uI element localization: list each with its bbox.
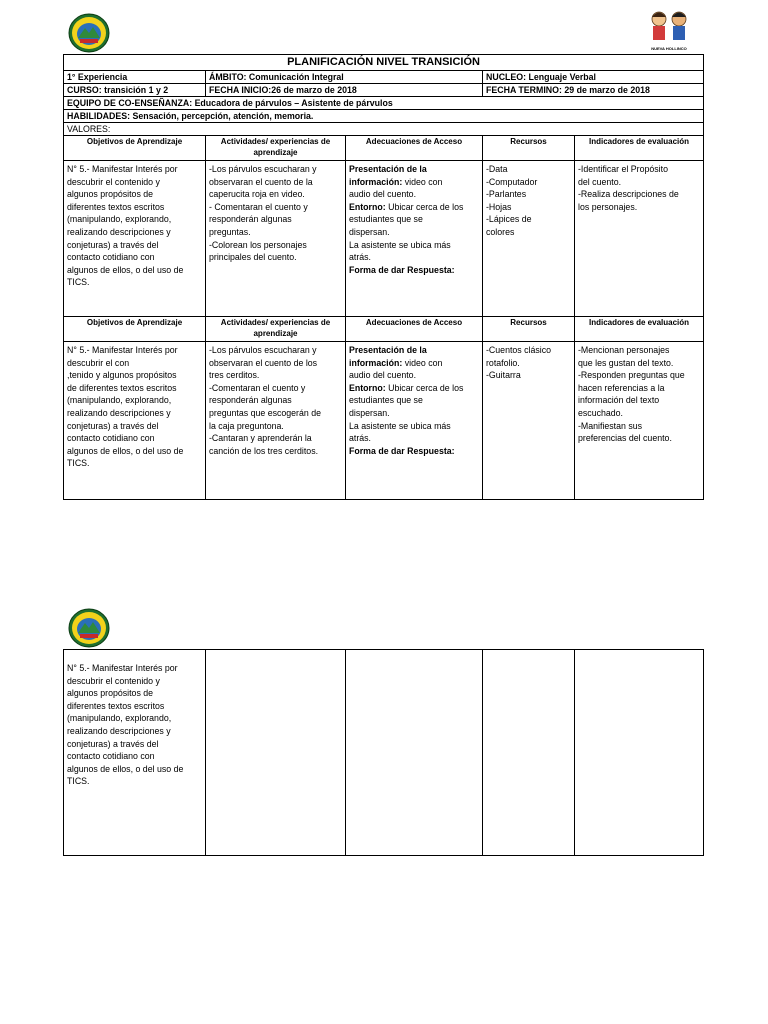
row2-indicadores xyxy=(575,342,704,500)
cell-line: descubrir el con xyxy=(67,357,130,368)
cell-line xyxy=(349,176,479,189)
cell-line: -Mencionan personajes xyxy=(578,345,670,355)
cell-text: atrás. xyxy=(349,252,372,263)
cell-line xyxy=(349,213,479,226)
cell-line xyxy=(349,188,479,201)
cell-line: tres cerditos. xyxy=(209,370,260,381)
planning-table-page2 xyxy=(63,649,704,856)
nucleo-cell: NUCLEO: Lenguaje Verbal xyxy=(483,71,704,84)
cell-line xyxy=(349,420,479,433)
cell-line: observaran el cuento de la xyxy=(209,176,313,187)
cell-line: -Realiza descripciones de xyxy=(578,189,679,200)
cell-line: (manipulando, explorando, xyxy=(67,395,172,406)
cell-text: Presentación de la xyxy=(349,164,427,174)
cell-line: -Guitarra xyxy=(486,370,521,381)
cell-line xyxy=(349,201,479,214)
header-actividades-2: Actividades/ experiencias de aprendizaje xyxy=(206,317,346,342)
cell-text: información: xyxy=(349,176,403,187)
cell-line: conjeturas) a través del xyxy=(67,738,159,749)
cell-text: Entorno: xyxy=(349,382,386,393)
row2-adecuaciones xyxy=(346,342,483,500)
cell-line: escuchado. xyxy=(578,407,623,418)
cell-text: La asistente se ubica más xyxy=(349,420,451,431)
row1-adecuaciones xyxy=(346,161,483,317)
cell-line: principales del cuento. xyxy=(209,252,297,263)
school-mascot-logo xyxy=(643,5,695,53)
row3-objetivo xyxy=(64,650,206,856)
cell-line: N° 5.- Manifestar Interés por xyxy=(67,345,178,355)
cell-line: canción de los tres cerditos. xyxy=(209,445,319,456)
curso-cell: CURSO: transición 1 y 2 xyxy=(64,84,206,97)
cell-line xyxy=(349,226,479,239)
cell-line: realizando descripciones y xyxy=(67,725,171,736)
page-title: PLANIFICACIÓN NIVEL TRANSICIÓN xyxy=(64,55,704,71)
cell-text: Presentación de la xyxy=(349,345,427,355)
cell-line: conjeturas) a través del xyxy=(67,239,159,250)
cell-line: conjeturas) a través del xyxy=(67,420,159,431)
cell-line: TICS. xyxy=(67,277,90,288)
school-crest-logo-page2 xyxy=(68,608,110,648)
fecha-termino-cell: FECHA TERMINO: 29 de marzo de 2018 xyxy=(483,84,704,97)
cell-line xyxy=(349,445,479,458)
cell-line: diferentes textos escritos xyxy=(67,700,165,711)
cell-line: TICS. xyxy=(67,776,90,787)
cell-line: -Identificar el Propósito xyxy=(578,164,668,174)
cell-line xyxy=(349,357,479,370)
cell-text: dispersan. xyxy=(349,226,390,237)
cell-line: algunos de ellos, o del uso de xyxy=(67,445,184,456)
header-adecuaciones: Adecuaciones de Acceso xyxy=(346,136,483,161)
row3-adecuaciones xyxy=(346,650,483,856)
cell-line: contacto cotidiano con xyxy=(67,252,155,263)
row3-actividades xyxy=(206,650,346,856)
cell-line: -Cuentos clásico xyxy=(486,345,552,355)
cell-text: Forma de dar Respuesta: xyxy=(349,264,455,275)
cell-line: preferencias del cuento. xyxy=(578,433,672,444)
cell-text: audio del cuento. xyxy=(349,189,417,200)
cell-line: -Hojas xyxy=(486,201,512,212)
cell-line: (manipulando, explorando, xyxy=(67,214,172,225)
cell-line xyxy=(349,382,479,395)
cell-text: video con xyxy=(402,357,443,368)
header-objetivos: Objetivos de Aprendizaje xyxy=(64,136,206,161)
cell-line xyxy=(349,432,479,445)
header-recursos-2: Recursos xyxy=(483,317,575,342)
cell-line xyxy=(349,251,479,264)
cell-text: estudiantes que se xyxy=(349,214,423,225)
cell-text: estudiantes que se xyxy=(349,395,423,406)
cell-line: -Comentaran el cuento y xyxy=(209,382,306,393)
header-indicadores: Indicadores de evaluación xyxy=(575,136,704,161)
cell-line: observaran el cuento de los xyxy=(209,357,318,368)
cell-line: diferentes textos escritos xyxy=(67,201,165,212)
cell-line: responderán algunas xyxy=(209,395,292,406)
row2-recursos xyxy=(483,342,575,500)
cell-line: -Responden preguntas que xyxy=(578,370,685,381)
cell-line: -Cantaran y aprenderán la xyxy=(209,433,312,444)
experiencia-cell: 1° Experiencia xyxy=(64,71,206,84)
row3-recursos xyxy=(483,650,575,856)
header-actividades: Actividades/ experiencias de aprendizaje xyxy=(206,136,346,161)
cell-line: -Computador xyxy=(486,176,538,187)
cell-line: contacto cotidiano con xyxy=(67,433,155,444)
cell-line xyxy=(349,394,479,407)
row1-objetivo xyxy=(64,161,206,317)
header-recursos: Recursos xyxy=(483,136,575,161)
header-objetivos-2: Objetivos de Aprendizaje xyxy=(64,317,206,342)
cell-text: Forma de dar Respuesta: xyxy=(349,445,455,456)
row3-indicadores xyxy=(575,650,704,856)
cell-text: video con xyxy=(402,176,443,187)
cell-line: algunos propósitos de xyxy=(67,688,154,699)
cell-line xyxy=(349,239,479,252)
cell-line: -Data xyxy=(486,164,508,174)
cell-line: rotafolio. xyxy=(486,357,520,368)
valores-cell: VALORES: xyxy=(64,123,704,136)
cell-line xyxy=(349,407,479,420)
cell-line: algunos de ellos, o del uso de xyxy=(67,264,184,275)
cell-line xyxy=(349,163,479,176)
cell-text: dispersan. xyxy=(349,407,390,418)
cell-line: responderán algunas xyxy=(209,214,292,225)
cell-line: -Los párvulos escucharan y xyxy=(209,164,317,174)
cell-line xyxy=(349,264,479,277)
header-adecuaciones-2: Adecuaciones de Acceso xyxy=(346,317,483,342)
row2-objetivo xyxy=(64,342,206,500)
cell-line: colores xyxy=(486,226,515,237)
equipo-cell: EQUIPO DE CO-ENSEÑANZA: Educadora de párvulos – Asistente de párvulos xyxy=(64,97,704,110)
cell-line: - Comentaran el cuento y xyxy=(209,201,308,212)
cell-text: información: xyxy=(349,357,403,368)
cell-line: caperucita roja en video. xyxy=(209,189,305,200)
cell-line: realizando descripciones y xyxy=(67,407,171,418)
cell-line: preguntas. xyxy=(209,226,251,237)
cell-line: N° 5.- Manifestar Interés por xyxy=(67,164,178,174)
school-crest-logo xyxy=(68,13,110,53)
cell-line: -Parlantes xyxy=(486,189,527,200)
cell-line: descubrir el contenido y xyxy=(67,176,160,187)
planning-table xyxy=(63,54,704,500)
cell-line: realizando descripciones y xyxy=(67,226,171,237)
cell-line: -Los párvulos escucharan y xyxy=(209,345,317,355)
cell-line: hacen referencias a la xyxy=(578,382,665,393)
cell-line: del cuento. xyxy=(578,176,622,187)
cell-line: -Colorean los personajes xyxy=(209,239,307,250)
cell-line: ,tenido y algunos propósitos xyxy=(67,370,177,381)
cell-line xyxy=(349,369,479,382)
fecha-inicio-cell: FECHA INICIO:26 de marzo de 2018 xyxy=(206,84,483,97)
cell-line: la caja preguntona. xyxy=(209,420,284,431)
cell-line: información del texto xyxy=(578,395,660,406)
row1-indicadores xyxy=(575,161,704,317)
cell-line: algunos propósitos de xyxy=(67,189,154,200)
cell-text: Ubicar cerca de los xyxy=(385,201,464,212)
cell-line: preguntas que escogerán de xyxy=(209,407,322,418)
cell-text: La asistente se ubica más xyxy=(349,239,451,250)
cell-line: descubrir el contenido y xyxy=(67,675,160,686)
row1-actividades xyxy=(206,161,346,317)
cell-line: N° 5.- Manifestar Interés por xyxy=(67,663,178,673)
ambito-cell: ÁMBITO: Comunicación Integral xyxy=(206,71,483,84)
cell-text: atrás. xyxy=(349,433,372,444)
cell-line: de diferentes textos escritos xyxy=(67,382,177,393)
row1-recursos xyxy=(483,161,575,317)
habilidades-cell: HABILIDADES: Sensación, percepción, atención, memoria. xyxy=(64,110,704,123)
cell-text: Entorno: xyxy=(349,201,386,212)
header-indicadores-2: Indicadores de evaluación xyxy=(575,317,704,342)
cell-line: algunos de ellos, o del uso de xyxy=(67,763,184,774)
logo-caption: NUEVA HOLLINCO xyxy=(651,46,687,51)
cell-line: contacto cotidiano con xyxy=(67,751,155,762)
cell-line: (manipulando, explorando, xyxy=(67,713,172,724)
cell-line: TICS. xyxy=(67,458,90,469)
cell-text: Ubicar cerca de los xyxy=(385,382,464,393)
cell-line: -Manifiestan sus xyxy=(578,420,643,431)
cell-line: los personajes. xyxy=(578,201,638,212)
cell-line: que les gustan del texto. xyxy=(578,357,674,368)
cell-text: audio del cuento. xyxy=(349,370,417,381)
row2-actividades xyxy=(206,342,346,500)
cell-line: -Lápices de xyxy=(486,214,532,225)
cell-line xyxy=(349,344,479,357)
